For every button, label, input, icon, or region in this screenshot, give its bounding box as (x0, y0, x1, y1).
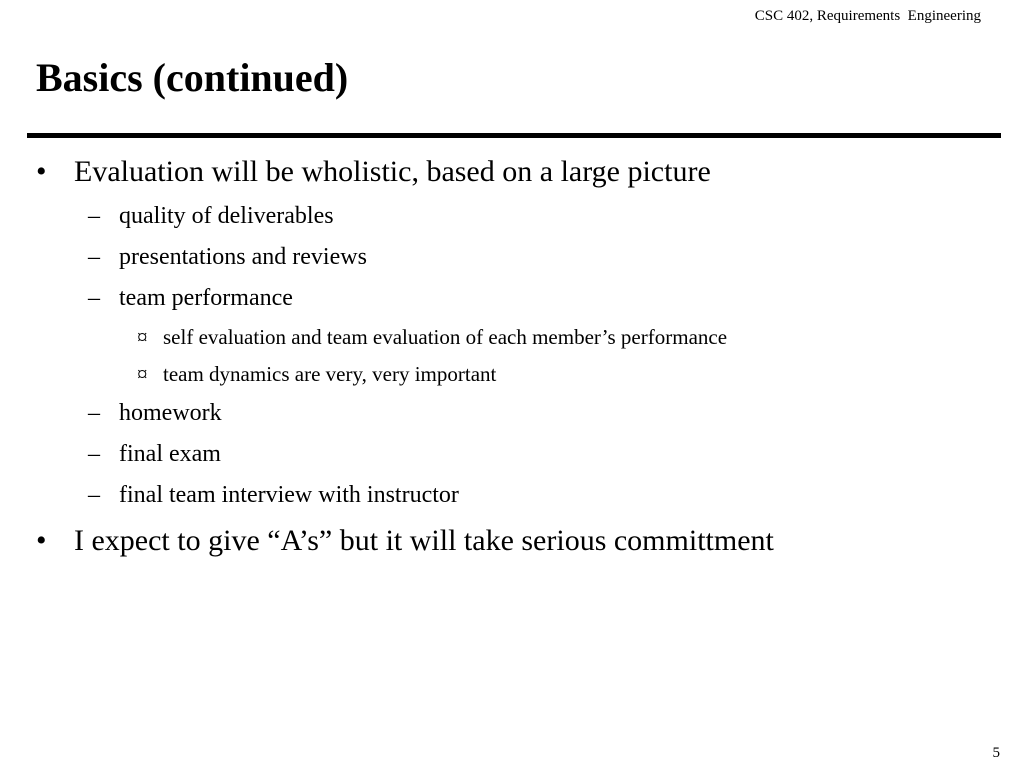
bullet-text: Evaluation will be wholistic, based on a large picture (74, 155, 711, 188)
sub-bullet-text: homework (119, 400, 222, 426)
dash-marker: – (88, 203, 100, 229)
currency-marker: ¤ (137, 325, 148, 349)
bullet-marker: • (36, 155, 47, 188)
sub-sub-bullet-text: team dynamics are very, very important (163, 362, 497, 386)
bullet-marker: • (36, 524, 47, 557)
sub-bullet-text: presentations and reviews (119, 244, 367, 270)
dash-marker: – (88, 244, 100, 270)
sub-sub-bullet-text: self evaluation and team evaluation of each member’s performance (163, 325, 728, 349)
currency-marker: ¤ (137, 362, 148, 386)
sub-bullet-text: final team interview with instructor (119, 482, 459, 508)
slide-title: Basics (continued) (36, 55, 349, 100)
course-header: CSC 402, Requirements Engineering (754, 8, 981, 24)
dash-marker: – (88, 441, 100, 467)
title-divider (27, 133, 1001, 138)
sub-bullet-text: quality of deliverables (119, 203, 334, 229)
dash-marker: – (88, 482, 100, 508)
sub-bullet-text: final exam (119, 441, 221, 467)
sub-bullet-text: team performance (119, 285, 293, 311)
dash-marker: – (88, 285, 100, 311)
bullet-text: I expect to give “A’s” but it will take serious committment (74, 524, 774, 557)
dash-marker: – (88, 400, 100, 426)
page-number: 5 (992, 745, 1000, 761)
